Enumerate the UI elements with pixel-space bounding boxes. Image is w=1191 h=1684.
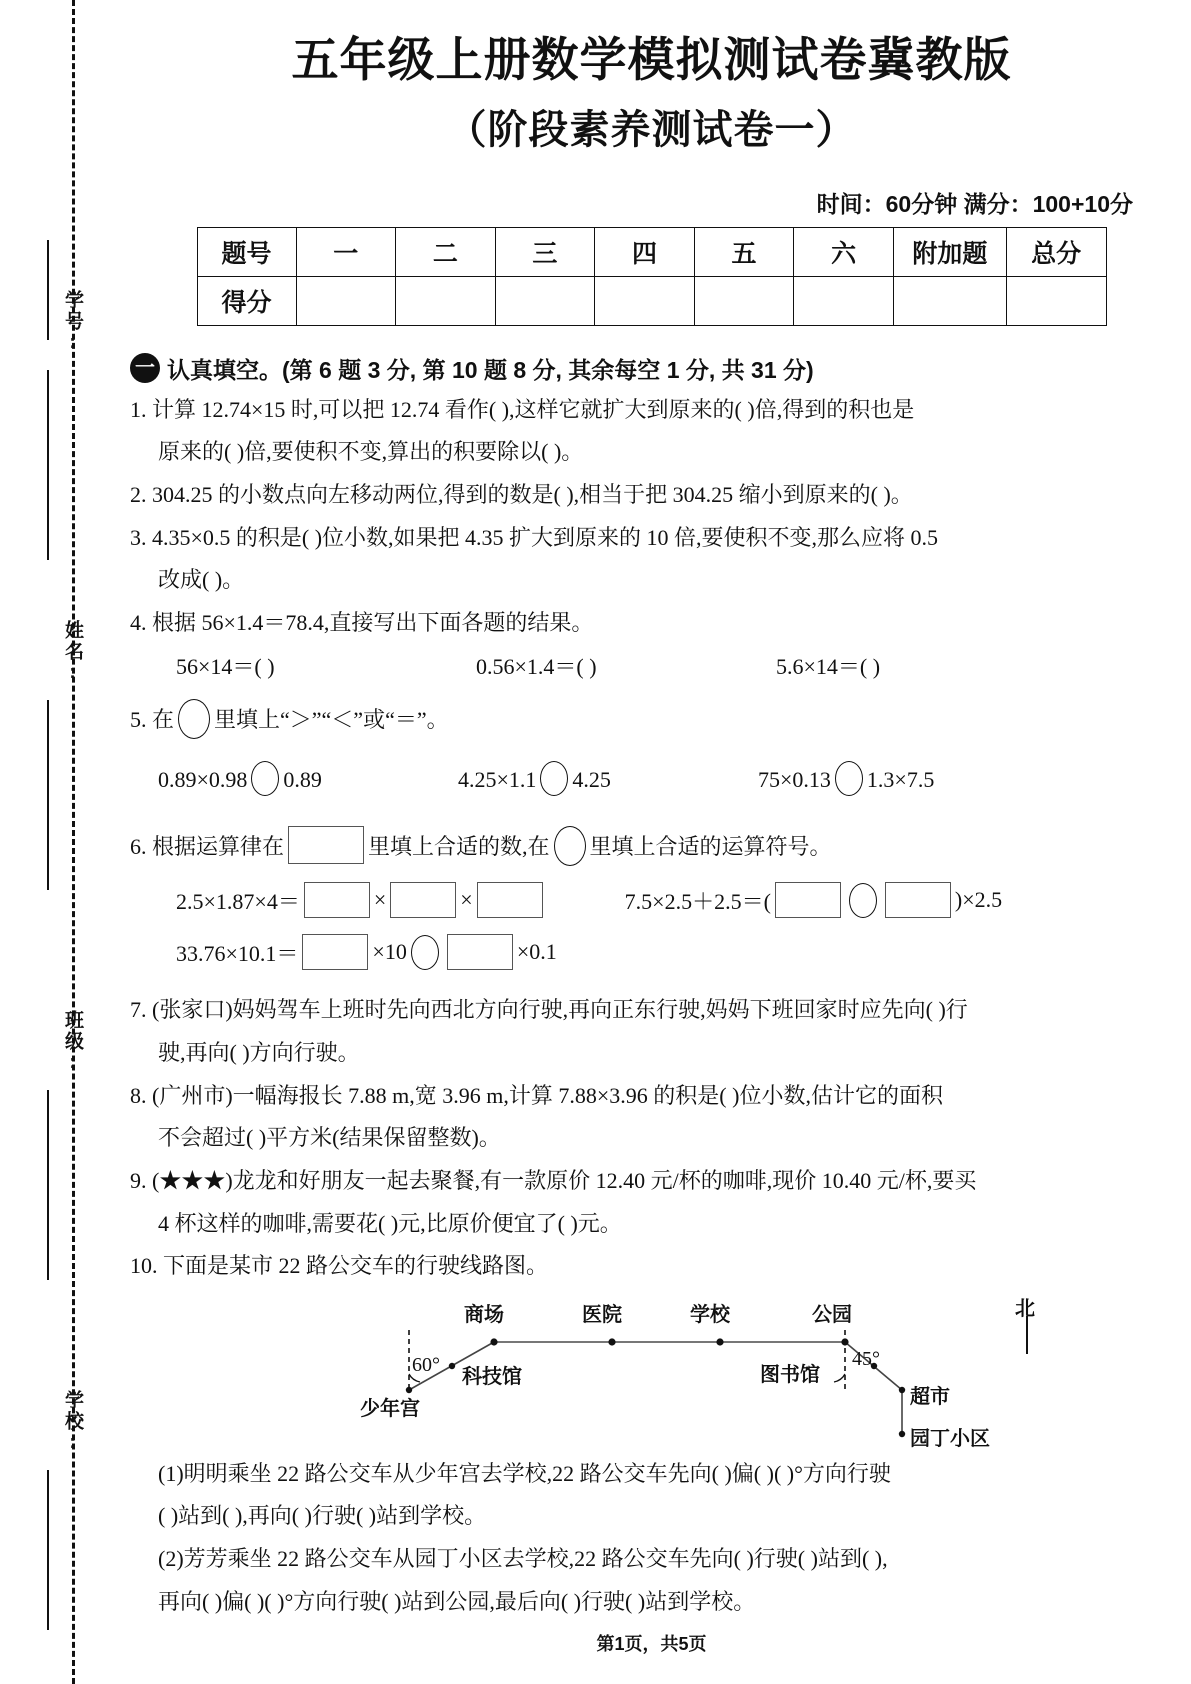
map-stop-kejiguan: 科技馆: [462, 1365, 522, 1388]
question-9-line-1: 9. (★★★)龙龙和好朋友一起去聚餐,有一款原价 12.40 元/杯的咖啡,现价 10.40 元/杯,要买: [130, 1167, 977, 1193]
map-stop-xuexiao: 学校: [690, 1303, 730, 1326]
sidebar-label-name: 姓名:: [62, 620, 83, 685]
question-6: [130, 826, 1191, 866]
page-title: 五年级上册数学模拟测试卷冀教版: [291, 33, 1012, 86]
sidebar-label-class: 班级:: [62, 1010, 83, 1075]
q5-item-1-left: 0.89×0.98: [158, 767, 248, 793]
question-5-prefix: 5. 在: [130, 707, 175, 733]
circle-blank-icon[interactable]: [835, 761, 863, 796]
score-col-bonus: 附加题: [893, 227, 1006, 276]
question-9-line-2: 4 杯这样的咖啡,需要花( )元,比原价便宜了( )元。: [158, 1210, 622, 1236]
map-stop-gongyuan: 公园: [812, 1303, 852, 1326]
question-4-item-1[interactable]: 56×14＝( ): [176, 654, 275, 680]
question-5-suffix: 里填上“＞”“＜”或“＝”。: [214, 707, 449, 733]
map-stop-chaoshi: 超市: [910, 1385, 950, 1408]
circle-blank-icon[interactable]: [411, 935, 439, 970]
circle-blank-icon[interactable]: [540, 761, 568, 796]
rule-line-5: [47, 1470, 49, 1630]
q6-eq3-lhs: 33.76×10.1＝: [176, 940, 299, 966]
q5-item-2-right: 4.25: [572, 767, 611, 793]
box-blank-icon[interactable]: [477, 882, 543, 918]
section-1-heading-text: 认真填空。(第 6 题 3 分, 第 10 题 8 分, 其余每空 1 分, 共 31 分): [167, 356, 814, 383]
question-7-line-1: 7. (张家口)妈妈驾车上班时先向西北方向行驶,再向正东行驶,妈妈下班回家时应先向( )行: [130, 997, 968, 1023]
page-subtitle: （阶段素养测试卷一）: [446, 107, 857, 152]
exam-page: [112, 0, 1191, 1684]
q6-eq1-op2: ×: [460, 887, 473, 913]
question-4-item-3[interactable]: 5.6×14＝( ): [776, 654, 881, 680]
question-6-eq-1: [176, 882, 547, 918]
box-blank-icon[interactable]: [775, 882, 841, 918]
score-table: [197, 227, 1107, 326]
score-cell-bonus[interactable]: [893, 276, 1006, 325]
map-stop-shangchang: 商场: [464, 1303, 504, 1326]
question-1-line-2: 原来的( )倍,要使积不变,算出的积要除以( )。: [158, 439, 584, 465]
map-compass-north: 北: [1015, 1297, 1035, 1320]
box-blank-icon[interactable]: [304, 882, 370, 918]
exam-meta: 时间：60分钟 满分：100+10分: [816, 190, 1133, 217]
question-10-sub-2-line-1: (2)芳芳乘坐 22 路公交车从园丁小区去学校,22 路公交车先向( )行驶( )站到( ),: [158, 1546, 888, 1572]
score-cell-1[interactable]: [296, 276, 396, 325]
question-10-sub-1-line-2: ( )站到( ),再向( )行驶( )站到学校。: [158, 1503, 487, 1529]
score-col-4: 四: [595, 227, 695, 276]
question-10-sub-2-line-2: 再向( )偏( )( )°方向行驶( )站到公园,最后向( )行驶( )站到学校。: [158, 1588, 756, 1614]
score-col-3: 三: [495, 227, 595, 276]
question-10: 10. 下面是某市 22 路公交车的行驶线路图。: [130, 1253, 549, 1279]
score-col-total: 总分: [1006, 227, 1106, 276]
q5-item-1-right: 0.89: [283, 767, 322, 793]
map-stop-tushuguan: 图书馆: [760, 1363, 820, 1386]
question-8-line-1: 8. (广州市)一幅海报长 7.88 m,宽 3.96 m,计算 7.88×3.96 的积是( )位小数,估计它的面积: [130, 1082, 943, 1108]
question-5-item-2: [458, 761, 758, 796]
box-blank-icon[interactable]: [390, 882, 456, 918]
q6-eq2-tail: )×2.5: [954, 887, 1003, 913]
circle-blank-icon[interactable]: [849, 883, 877, 918]
question-6-equation-row-1: [176, 882, 1191, 918]
score-col-2: 二: [396, 227, 496, 276]
question-8-line-2: 不会超过( )平方米(结果保留整数)。: [158, 1125, 501, 1151]
section-number-badge: 一: [130, 353, 160, 383]
score-cell-6[interactable]: [794, 276, 894, 325]
question-6-equation-row-2: [176, 934, 1191, 970]
circle-blank-icon[interactable]: [251, 761, 279, 796]
question-4-answers: [176, 650, 1191, 681]
question-4: 4. 根据 56×1.4＝78.4,直接写出下面各题的结果。: [130, 609, 594, 635]
box-blank-icon[interactable]: [885, 882, 951, 918]
score-table-row-label: 题号: [197, 227, 296, 276]
score-cell-3[interactable]: [495, 276, 595, 325]
score-cell-5[interactable]: [694, 276, 794, 325]
circle-blank-icon[interactable]: [554, 826, 586, 866]
binding-strip: [0, 0, 112, 1684]
map-angle-45: 45°: [852, 1347, 880, 1370]
section-1-heading: [130, 352, 1191, 385]
table-row: [197, 227, 1106, 276]
question-5: [130, 699, 1191, 739]
score-cell-2[interactable]: [396, 276, 496, 325]
question-5-items: [158, 761, 1191, 796]
question-6-eq-3: [176, 934, 557, 970]
box-blank-icon[interactable]: [302, 934, 368, 970]
map-angle-60: 60°: [412, 1353, 440, 1376]
question-3-line-1: 3. 4.35×0.5 的积是( )位小数,如果把 4.35 扩大到原来的 10 倍,要使积不变,那么应将 0.5: [130, 524, 939, 550]
map-stop-yuandingxiaoqu: 园丁小区: [910, 1427, 990, 1450]
question-4-item-2[interactable]: 0.56×1.4＝( ): [476, 654, 597, 680]
score-cell-4[interactable]: [595, 276, 695, 325]
page-footer: 第1页，共5页: [596, 1634, 707, 1654]
rule-line-2: [47, 370, 49, 560]
question-6-eq-2: [625, 882, 1002, 918]
q6-eq3-op: ×10: [372, 939, 407, 965]
score-col-6: 六: [794, 227, 894, 276]
score-col-5: 五: [694, 227, 794, 276]
q5-item-2-left: 4.25×1.1: [458, 767, 537, 793]
score-cell-total[interactable]: [1006, 276, 1106, 325]
question-6-part-a: 6. 根据运算律在: [130, 834, 285, 860]
question-2: 2. 304.25 的小数点向左移动两位,得到的数是( ),相当于把 304.25 缩小到原来的( )。: [130, 481, 913, 507]
table-row: [197, 276, 1106, 325]
question-7-line-2: 驶,再向( )方向行驶。: [158, 1040, 360, 1066]
rule-line-4: [47, 1090, 49, 1280]
sidebar-label-student-id: 学号:: [62, 290, 83, 355]
question-3-line-2: 改成( )。: [158, 567, 245, 593]
map-stop-yiyuan: 医院: [582, 1303, 622, 1326]
score-col-1: 一: [296, 227, 396, 276]
box-blank-icon[interactable]: [447, 934, 513, 970]
sidebar-label-school: 学校:: [62, 1390, 83, 1455]
score-table-row-label-points: 得分: [197, 276, 296, 325]
question-5-item-1: [158, 761, 458, 796]
q6-eq2-lhs: 7.5×2.5＋2.5＝(: [624, 888, 771, 914]
q6-eq1-op1: ×: [373, 887, 387, 913]
circle-blank-icon[interactable]: [178, 699, 210, 739]
question-5-item-3: [758, 761, 1058, 796]
bus-route-diagram: [112, 1292, 1191, 1450]
q5-item-3-right: 1.3×7.5: [866, 767, 935, 793]
rule-line-3: [47, 700, 49, 890]
question-10-sub-1-line-1: (1)明明乘坐 22 路公交车从少年宫去学校,22 路公交车先向( )偏( )( )°方向行驶: [158, 1460, 891, 1486]
q6-eq3-tail: ×0.1: [516, 939, 557, 965]
map-stop-shaoniangong: 少年宫: [360, 1397, 420, 1420]
question-6-part-c: 里填上合适的运算符号。: [589, 834, 832, 860]
q5-item-3-left: 75×0.13: [758, 767, 831, 793]
question-6-part-b: 里填上合适的数,在: [368, 834, 550, 860]
question-1-line-1: 1. 计算 12.74×15 时,可以把 12.74 看作( ),这样它就扩大到原来的( )倍,得到的积也是: [130, 396, 915, 422]
q6-eq1-lhs: 2.5×1.87×4＝: [176, 888, 300, 914]
box-blank-icon[interactable]: [288, 826, 364, 864]
